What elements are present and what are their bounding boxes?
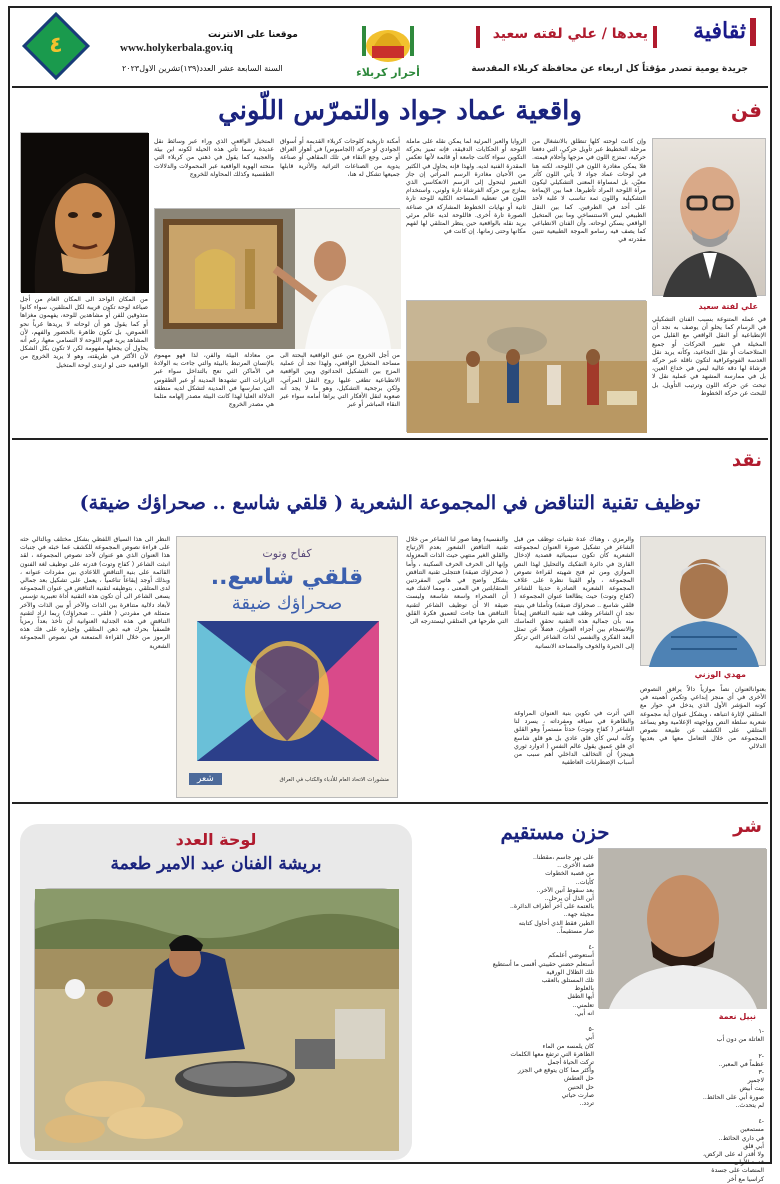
book-title-line-1: قلقي شاسع.. xyxy=(210,565,364,590)
desert-painting xyxy=(406,300,646,432)
art-column-6: من معادلة البيئة والفن، لذا فهو مهموم بالإنسان المرتبط بالبيئة والتي جاءت به الولادة في الأماكن التي تعج بالتداخل سواء عبر الزيارات التي تشهدها المدينة أو عبر الطقوس التي تمارسها في المدينة لتشكل لديه منطقة الدلالة العليا لهذا كانت البيئة مصدر إلهامه مثلما هي مصدر الخروج xyxy=(154,352,274,409)
critic-portrait-icon xyxy=(641,537,767,667)
art-column-3: أمكنة تاريخية كلوحات كربلاء القديمة أو أسواق الجوادي أو حركة (الجامبوس) في أهوار العراق أو حتى وجع النقاء في تلك المقاهي أو صناعة يدوية من الصناعات التراثية والأثرية قابلها جميعها تشكل له هنا، xyxy=(280,138,400,178)
book-cover xyxy=(176,536,398,798)
author-portrait-icon xyxy=(653,139,767,297)
critic-caption: مهدي الوزني xyxy=(694,670,746,679)
criticism-column-mid: التي أثرت في تكوين بنية العنوان المراوغة والظاهرة في سياقه ومفرداته ، يسرد لنا الشاعر ( كفاح وتوت) حدثاً مستمراً وهو القلق وكأنه ليس كأي قلق عادي بل هو قلق شاسع اي قلق عميق يقول عالم النفس ( ادوارد ثوري هينجز) أن التخالف الداخلي أهم سبب من أسباب الإضطرابات العاطفية xyxy=(514,710,634,767)
old-woman-painting-icon xyxy=(21,133,149,293)
poem-column-1: على نهر جاسم ،مقطنا.. قصة الأخرى .. من قصبة الخطوات كأيات.. بعد سقوط آنين الآخر.. أين الذل أن يرحل.. بالعتمة على آخر أطراف الدائرة.. مجيئة جهة.. الطين فقط الذي أحاول كتابته صار مستقيماً.. -٤ أستعوضي أعلمكم أستعلم حضني حقيبتي أقسى ما أستطيع تلك الظلال الورقية تلك المستلق بالعقب بالعلوط أيها الطفل تعلمني.. انه أبي. -٥ أبي كان يلمسه من الماء الطاهرة التي ترتفع معها الكلمات تركت الحياة أجمل وأكثر مما كان يتوقع في الجزر حل العطش حل الحنين صارت حياتي تردد.. xyxy=(492,854,594,1108)
book-publisher: منشورات الاتحاد العام للأدباء والكتاب في العراق xyxy=(279,777,389,783)
art-column-1: وإن كانت لوحته كلها تنطلق بالانشغال من مرحلة التخطيط عبر تأويل حركي، التي دفعتا حركية، تمتزج اللون في مزجها وأحلام قيمته. فلا يمكن مغادرة اللون في اللوحة، لكنه هنا في لوحات عماد جواد لا يأتي اللون كأثر معيّن، بل لمساواة المعنى التشكيلي ليكون مرآة اللوحة المراد تأطيرها. فما بين الإيماءة التشكيلية واللون ثمة تناسب لا غلبة لأحد على أحد في الطرفين. كما بين النقل الطبيعي ليس الاستنساخي وما بين المتخيل الواقعي يسكن لوحاته. وأن الفنان الانطباعي كما يصف فيه رسامو الموجة الطبيعية تتبين مقدرته في xyxy=(532,138,646,244)
criticism-column-2: والنفسية) وهنا صور لنا الشاعر من خلال تقنية التناقض الشعور بعدم الإرتياح والقلق الغير منتهي حيث الذات المعزولة وإنها الى الحرف الحرف السكينة ، وأما ( صحراؤك ضيقة) فتتجلى تقنية التناقض بشكل واضح في هاتين المفردتين المتقابلتين في المعنى ، ومما لاشك فيه أن الصحراء واسعة شاسعة وليست ضيقة الا أن توظيف الشاعر لتقنية التناقض هنا جاءت لتعميق فكرة القلق التي طرحها في المتلقي ليستدرجه الى xyxy=(406,536,508,626)
site-url[interactable]: www.holykerbala.gov.iq xyxy=(120,42,233,54)
headline-art: واقعية عماد جواد والتمرّس اللّوني xyxy=(218,96,582,126)
woman-baking-bread-icon xyxy=(35,889,399,1151)
headline-criticism: توظيف تقنية التناقض في المجموعة الشعرية ( قلقي شاسع .. صحراؤك ضيقة) xyxy=(79,492,701,514)
poem-column-2: -١ العاتلة من دون أب -٢ عظماً في المعبر.. -٣ لاجمير بيت أبيض صورة أبي على الحائط.. لم يتحدث.. -٤ مستمعين في داري الحائط.. أبي قلق ولا أقدر له على الركض، قدمة الأولى المنصات على جسدة كراسيا مع أخر xyxy=(702,1028,764,1183)
section-tag-criticism: نقد xyxy=(731,450,762,471)
header-red-bar xyxy=(750,18,756,46)
section-art xyxy=(10,88,770,438)
page-number-badge: ٤ xyxy=(22,12,90,80)
art-column-8: من المكان الواحد الى المكان العام من أجل صياغة لوحة تكون قريبة لكل المتلقين، سواء كانوا متذوقين للفن أو مشاهدين للوحة، يفهمون مغزاها أو كما يقول هو أن لوحاته لا يريدها غرباً نحو الغموض، بل تكون ظاهرة بالحضور والفهم، لأن المشاهد يريد فهم اللوحة لا التسامي معها، رغم أنه يحاول أن يجعلها مفهومة لكن لا تكون بكل الشكل لأن الأكثر في طريقته، وهو لا يريد الخروج من الواقعية حتى لو ارتدى لوحة المتخيل xyxy=(20,296,148,369)
section-poetry xyxy=(10,804,770,1183)
old-woman-portrait xyxy=(20,132,148,292)
desert-scene-icon xyxy=(407,301,647,433)
cover-painting-box xyxy=(20,824,412,1160)
poet-portrait-icon xyxy=(599,849,767,1009)
cover-artist: بريشة الفنان عبد الامير طعمة xyxy=(110,854,322,874)
poet-caption: نبيل نعمة xyxy=(718,1012,756,1021)
book-cover-art-icon xyxy=(197,621,379,761)
art-column-5: من أجل الخروج من عنق الواقعية البحتة الى مساحة المتخيل الواقعي، ولهذا تجد أن عملية المزج بين التشكيل الحداثوي وبين الواقعية الانطباعية تطغى عليها روح النقل المرآتي، ولكن برجحية التشكيل، وهو ما لا يجد أنه صعوبة لنقل الأفكار التي يراها أمامه سواء عبر النقاء المباشر أو عبر xyxy=(280,352,400,409)
book-genre: شعر xyxy=(189,773,222,785)
section-tag-art: فن xyxy=(730,98,762,122)
masthead xyxy=(10,8,770,86)
cover-painting xyxy=(34,888,398,1150)
shrine-logo-icon xyxy=(350,16,426,64)
poet-photo xyxy=(598,848,766,1008)
criticism-column-1: والرمزي ، وهناك عدة تقنيات توظف من قبل الشاعر في تشكيل صورة العنوان لمجموعته الشعرية كأن تكون سيميائية قصدية لإدخال القارئ في دائرة التفكيك والتحليل لهذا النص الموازي ومن ثم فتح شهيته لقراءة نصوص المجموعة ، ولو القينا نظرة على غلاف المجموعة الشعرية الصادرة حديثا للشاعر (كفاح وتوت) حيث يطالعنا عنوان المجموعة ( قلقي شاسع .. صحراؤك ضيقة) وتأملنا في بنيته نجد ان الشاعر وظف فيه تقنية التناقض إيماناً منه بأن جمالية هذه التقنية تحقق التماسك والانسجام بين أجزاء العنوان. فضلاً عن تمثل البعد الفكري والنفسي لذات الشاعر التي ترتكز إلى الحيرة والخوف والمساحة الانسانية xyxy=(514,536,634,650)
book-title-line-2: صحراؤك ضيقة xyxy=(231,593,343,614)
art-column-4: المتخيل الواقعي الذي وراء عبر وسائط نقل عديدة رسما تأتي هذه الحيلة لكونه ابن بيئة والعجيبة كما يقول في ذهني من كربلاء التي منحته الهوية الواقعية عبر المحمولات والدلالات الطقسية وكذلك المحاولة للخروج xyxy=(154,138,274,178)
logo-text: أحرار كربلاء xyxy=(356,66,420,79)
author-photo xyxy=(652,138,766,296)
art-column-7: في عمله المتنوعة بسبب الفنان التشكيلي في الرسام كما يحلو أن يوصف به نجد أن الإنطباعية أو النقل الواقعي مع القليل من المخيلة في تغيير الحركات أو جميع المتلاحمات أو نقل التجاعيد، وكأنه يريد نقل العدسة الفوتوغرافية لتكون ناقلة عبر حركة فرشاة لها دقة عالية ليس في خداع العين، بل في ممارسة المشهد في عملية نقل لا تبحث عن حركة اللون وترتيب التأويل، بل للبحث عن حركة الخطوط xyxy=(652,316,766,397)
criticism-column-4: بعنوانالعنوان نصاً موازياً دالاً يرافق النصوص الأخرى في أي منجز إبداعي وتكمن أهميته في كونه المؤشر الأول الذي يدخل في حوار مع المتلقي لإثارة انتباهه ، وبشكل عنوان أية مجموعة شعرية سلطة النص وواجهته الإعلامية وهو يساعد المتلقي على الكشف عن طبيعة نصوص المجموعة من خلال التعامل معها في بعديها الدلالي xyxy=(640,686,766,751)
critic-photo xyxy=(640,536,766,666)
site-label: موقعنا على الانترنت xyxy=(208,30,298,40)
criticism-column-3: النظر الى هذا السياق اللفظي بشكل مختلف وبالتالي حثه على قراءة نصوص المجموعة للكشف عما خبئه في جنبات هذا العنوان الذي هو عنوان لأحد نصوص المجموعة ، لقد انبثت الشاعر ( كفاح وتوت) قدرته على توظيف لغة الفنون القائمة على بنية التناقض اللاعادي بين مفردات عنوانه ، وبذلك أوجد إيقاعاً تناغمياً ، يعمل على تشكيل بعد جمالي لدى المتلقي ، بتوظيفه لتقنية التناقض في عنوان المجموعة يسعى الشاعر الى أن تكون هذه التقنية أداة تعبيرية تؤسس لأبعاد دلالية متنافرة بين الذات والآخر أو بين الذات والآخر متمثلة في مفردتي ( قلقي .. صحراؤك) ربما اراد لتقنية التناقض في هذه الجدلية العنوانية أن تأخذ بعداً رمزياً فلسفياً بحرك فيه ذهن المتلقي وإجباره على فك هذه الرموز من خلال القراءة المتمعنة في نصوص المجموعة الشعرية xyxy=(20,536,170,650)
paper-description: جريدة يومية تصدر مؤقتاً كل اربعاء عن محافظة كربلاء المقدسة xyxy=(471,64,748,74)
section-title: ثقافية xyxy=(693,18,746,44)
artist-painting-icon xyxy=(155,209,401,349)
cover-label: لوحة العدد xyxy=(175,830,257,849)
section-tag-poetry: شر xyxy=(733,816,762,837)
artist-painting-photo xyxy=(154,208,400,348)
author-caption-art: علي لفتة سعيد xyxy=(698,302,758,311)
book-author: كفاح وتوت xyxy=(262,547,312,560)
newspaper-page xyxy=(8,6,772,1183)
issue-info: السنة السابعة عشر العدد(١٣٩)تشرين الاول٢٠٢٣ xyxy=(122,64,283,73)
poem-title: حزن مستقيم xyxy=(500,820,610,844)
art-column-2: الزوايا والعبر المرئية لما يمكن نقله على ماملة اللوحة أو الحكايات الدقيقة، فإنه تميز بحركة التكوين سواء كانت جامعة أو قائمة لأنها تعكس المقدرة الفنية لديه. ولهذا فإنه يحاول في الكثير من الأحيان مغادرة الرسم المرآتي إن جاز التعبير ليتحول إلى الرسم الانعكاسي الذي يمازج بين حركة الفرشاة تارة ولوني، واستخدام اللون في تعطية المساحة الكلية للوحة تارة ثانية أو نهايات الخطوط المشاركة في صناعة الصورة تارة أخرى. فاللوحة لديه عالم مرئي يريد نقله بالواقعية حين ينظر المتلقي لها لفهم مكانها وحتى زمانها. إن كانت في xyxy=(406,138,526,236)
editor-credit: يعدها / علي لفته سعيد xyxy=(492,26,648,42)
section-criticism xyxy=(10,440,770,802)
logo xyxy=(350,16,426,80)
